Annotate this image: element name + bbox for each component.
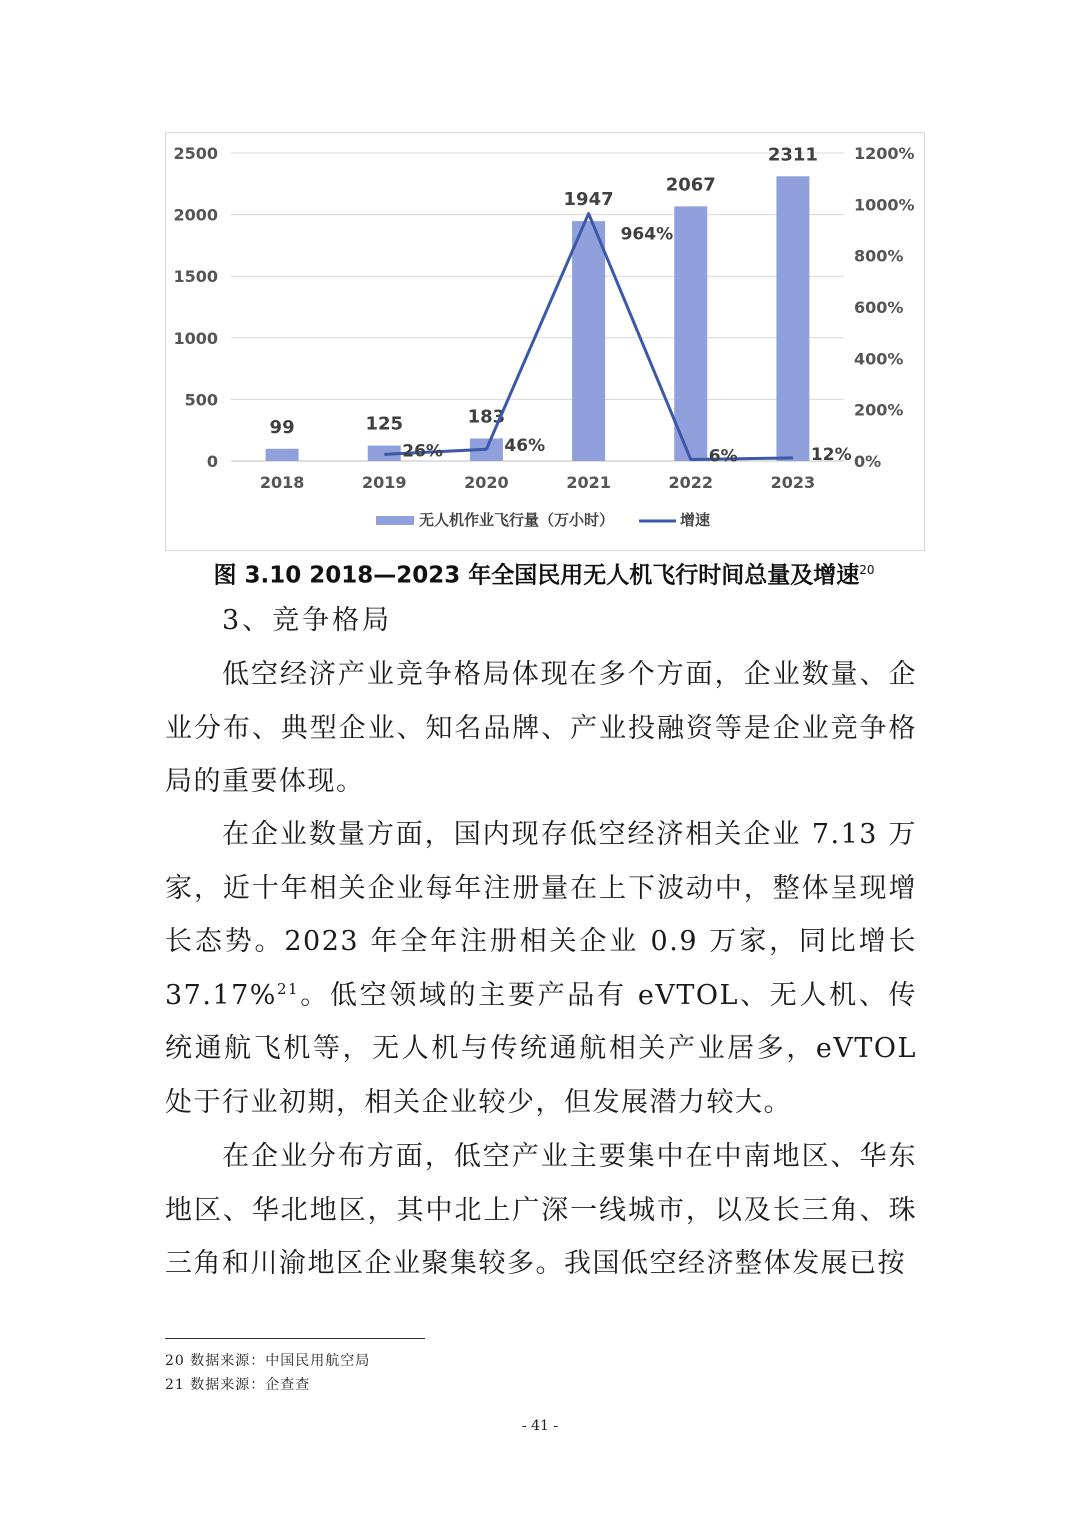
x-axis-tick: 2023 bbox=[770, 473, 816, 492]
section-heading: 3、竞争格局 bbox=[222, 605, 393, 636]
growth-data-label: 6% bbox=[708, 446, 738, 467]
left-axis-tick: 1000 bbox=[173, 328, 218, 348]
figure-caption bbox=[165, 552, 923, 594]
x-axis-tick: 2019 bbox=[361, 473, 407, 492]
x-axis-tick: 2020 bbox=[464, 473, 509, 492]
footnote-21: 21 数据来源：企查查 bbox=[165, 1377, 311, 1393]
left-axis-tick: 1500 bbox=[173, 267, 218, 287]
right-axis-tick: 200% bbox=[854, 400, 904, 420]
bar-data-label: 99 bbox=[269, 416, 295, 438]
left-axis-tick: 0 bbox=[206, 452, 218, 471]
growth-data-label: 12% bbox=[810, 444, 852, 465]
chart-svg bbox=[166, 133, 924, 550]
footnote-20: 20 数据来源：中国民用航空局 bbox=[165, 1353, 371, 1369]
x-axis-tick: 2021 bbox=[566, 473, 611, 492]
bar-data-label: 125 bbox=[365, 413, 404, 435]
right-axis-tick: 800% bbox=[854, 246, 904, 266]
bar-data-label: 1947 bbox=[563, 189, 614, 211]
x-axis-tick: 2022 bbox=[668, 473, 714, 492]
bar bbox=[674, 206, 707, 461]
legend-line-label: 增速 bbox=[680, 511, 711, 529]
bar-data-label: 2311 bbox=[767, 144, 818, 166]
paragraph-3: 在企业分布方面，低空产业主要集中在中南地区、华东地区、华北地区，其中北上广深一线城市，以及长三角、珠三角和川渝地区企业聚集较多。我国低空经济整体发展已按 bbox=[165, 1141, 917, 1279]
footnote-divider bbox=[165, 1338, 425, 1339]
left-axis-tick: 2500 bbox=[173, 144, 218, 163]
caption-footnote-ref[interactable]: 20 bbox=[859, 563, 875, 577]
page-number: - 41 - bbox=[521, 1418, 559, 1434]
right-axis-tick: 1000% bbox=[854, 195, 915, 215]
bar bbox=[572, 221, 605, 461]
flight-volume-chart bbox=[165, 132, 925, 551]
growth-data-label: 26% bbox=[402, 441, 443, 462]
paragraph-2 bbox=[165, 808, 917, 1129]
x-axis-tick: 2018 bbox=[259, 473, 305, 492]
paragraph-2-part-b: 。低空领域的主要产品有 eVTOL、无人机、传统通航飞机等，无人机与传统通航相关产业居多，eVTOL 处于行业初期，相关企业较少，但发展潜力较大。 bbox=[165, 979, 917, 1118]
right-axis-tick: 1200% bbox=[854, 144, 915, 163]
bar-data-label: 2067 bbox=[665, 174, 716, 196]
growth-data-label: 46% bbox=[504, 436, 546, 457]
left-axis-tick: 500 bbox=[184, 390, 218, 410]
caption-text: 图 3.10 2018—2023 年全国民用无人机飞行时间总量及增速 bbox=[213, 562, 860, 589]
growth-data-label: 964% bbox=[620, 224, 674, 245]
paragraph-2-part-a: 在企业数量方面，国内现存低空经济相关企业 7.13 万家，近十年相关企业每年注册量在上下波动中，整体呈现增长态势。2023 年全年注册相关企业 0.9 万家，同比增长 37.17% bbox=[165, 819, 917, 1011]
legend-bar-swatch bbox=[376, 516, 414, 525]
right-axis-tick: 600% bbox=[854, 298, 904, 317]
paragraph-1: 低空经济产业竞争格局体现在多个方面，企业数量、企业分布、典型企业、知名品牌、产业投融资等是企业竞争格局的重要体现。 bbox=[165, 659, 917, 797]
bar-data-label: 183 bbox=[467, 406, 506, 428]
bar bbox=[776, 176, 809, 461]
left-axis-tick: 2000 bbox=[173, 205, 218, 225]
bar bbox=[266, 449, 299, 461]
right-axis-tick: 400% bbox=[854, 349, 904, 369]
right-axis-tick: 0% bbox=[854, 452, 882, 471]
footnote-ref-21[interactable]: 21 bbox=[276, 979, 300, 998]
legend-bar-label: 无人机作业飞行量（万小时） bbox=[419, 511, 615, 529]
